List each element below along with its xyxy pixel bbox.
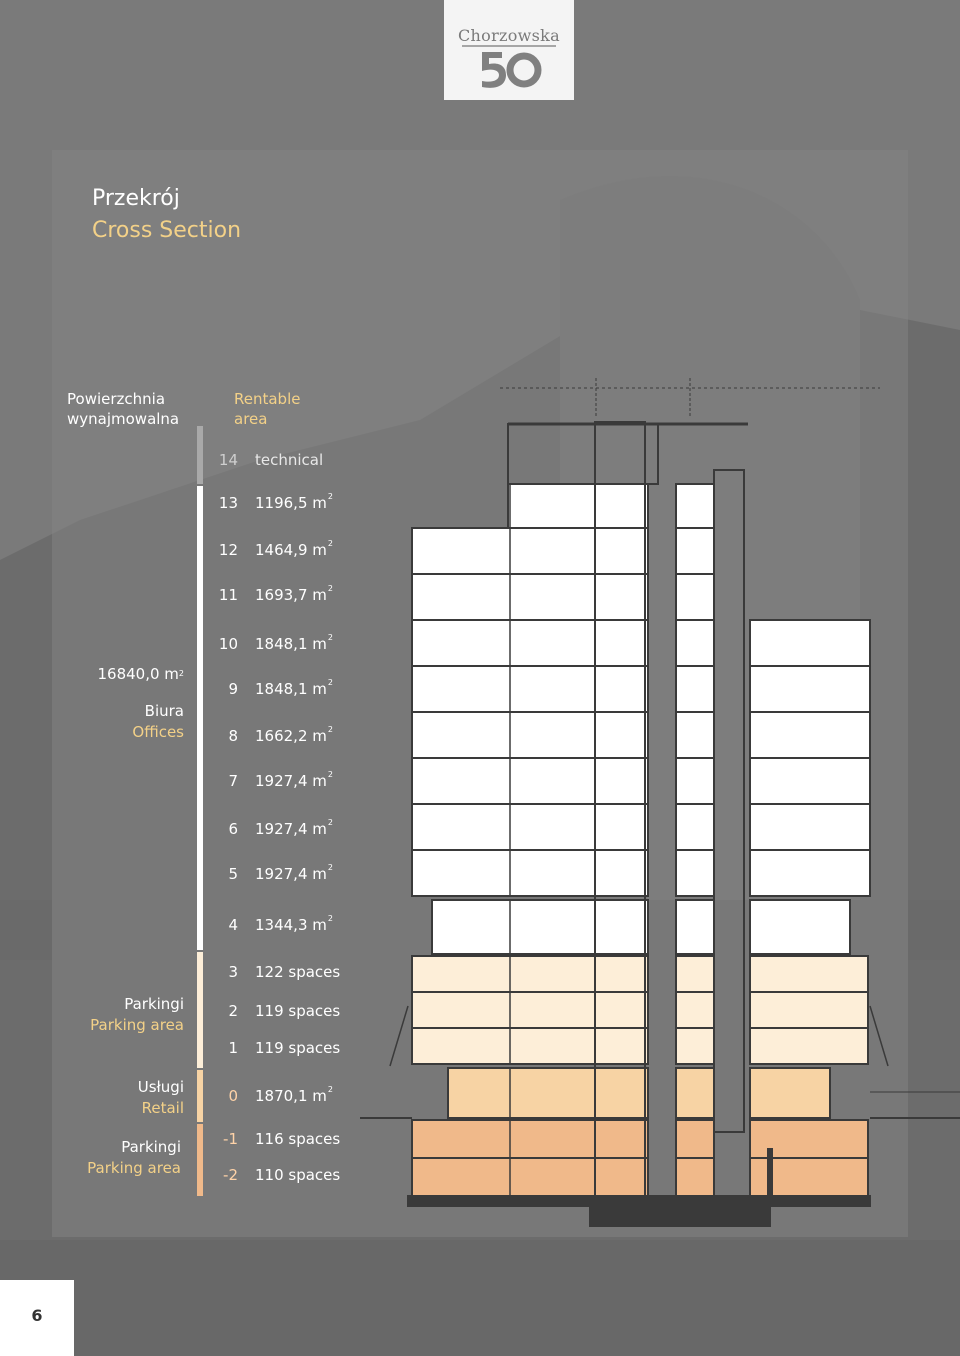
floor-area-value (255, 820, 333, 838)
floor-6-core-room (676, 804, 714, 850)
foundation-pit (590, 1206, 770, 1226)
floor-4-core-room (676, 900, 714, 954)
floor-number: 6 (228, 820, 238, 838)
floor-number: 4 (228, 916, 238, 934)
floor-area-unit: 2 (327, 863, 333, 872)
floor-area-text: 1927,4 m (255, 865, 327, 883)
floor-area-text: 1196,5 m (255, 494, 327, 512)
retail-label-en: Retail (141, 1099, 184, 1117)
offices-label-pl: Biura (144, 702, 184, 720)
floor-2-core-room (676, 992, 714, 1028)
floor-area-value (255, 541, 333, 559)
floor-minus-1-left-wing (412, 1120, 648, 1158)
floor-5-right-wing (750, 850, 870, 896)
floor-2-left-wing (412, 992, 648, 1028)
floor-area-value (255, 451, 324, 469)
header-label-pl (67, 389, 179, 429)
floor-area-text: 1464,9 m (255, 541, 327, 559)
floor-area-text: 1848,1 m (255, 635, 327, 653)
floor-5-left-wing (412, 850, 648, 896)
floor-5-core-room (676, 850, 714, 896)
floor-area-unit: 2 (327, 725, 333, 734)
technical-floor-outline (508, 424, 658, 484)
parking-upper-label-pl: Parkingi (124, 995, 184, 1013)
header-pl-line2: wynajmowalna (67, 410, 180, 428)
floor-0-right-wing (750, 1068, 830, 1118)
floor-area-text: 1927,4 m (255, 772, 327, 790)
floor-1-right-wing (750, 1028, 868, 1064)
floor-number: 2 (228, 1002, 238, 1020)
floor-area-value (255, 680, 333, 698)
floor-3-core-room (676, 956, 714, 992)
offices-total-value: 16840,0 m (97, 665, 179, 683)
floor-area-unit: 2 (327, 770, 333, 779)
legend-bar-parking-lower (197, 1124, 203, 1196)
floor-7-right-wing (750, 758, 870, 804)
floor-number: 0 (228, 1087, 238, 1105)
floor-area-unit: 2 (327, 633, 333, 642)
legend-bar-offices (197, 486, 203, 950)
floor-minus-1-core-room (676, 1120, 714, 1158)
header-en-line1: Rentable (234, 390, 301, 408)
floor-2-right-wing (750, 992, 868, 1028)
floor-number: -2 (223, 1166, 238, 1184)
floor-number: 10 (218, 635, 238, 653)
floor-9-left-wing (412, 666, 648, 712)
offices-total-unit: 2 (178, 669, 184, 678)
cross-section-drawing (360, 376, 960, 1236)
floor-8-left-wing (412, 712, 648, 758)
floor-area-unit: 2 (327, 539, 333, 548)
floor-area-text: 119 spaces (255, 1039, 341, 1057)
floor-area-value (255, 1166, 341, 1184)
floor-area-value (255, 1087, 333, 1105)
floor-area-text: technical (255, 451, 324, 469)
floor-area-text: 122 spaces (255, 963, 341, 981)
floor-number: 1 (228, 1039, 238, 1057)
floor-area-unit: 2 (327, 584, 333, 593)
floor-6-left-wing (412, 804, 648, 850)
floor-number: -1 (223, 1130, 238, 1148)
floor-13-left-wing (508, 484, 648, 528)
offices-label-en: Offices (132, 723, 184, 741)
floor-7-core-room (676, 758, 714, 804)
legend-bar-technical (197, 426, 203, 484)
retail-label-pl: Usługi (137, 1078, 184, 1096)
floor-area-value (255, 1039, 341, 1057)
floor-area-value (255, 963, 341, 981)
header-en-line2: area (234, 410, 268, 428)
floor-number: 8 (228, 727, 238, 745)
floor-number: 11 (218, 586, 238, 604)
parking-lower-label-en: Parking area (87, 1159, 181, 1177)
floor-area-value (255, 1130, 341, 1148)
floor-number: 5 (228, 865, 238, 883)
floor-4-right-wing (750, 900, 850, 954)
floor-area-text: 1693,7 m (255, 586, 327, 604)
floor-minus-2-left-wing (412, 1158, 648, 1196)
floor-number: 13 (218, 494, 238, 512)
floor-area-text: 119 spaces (255, 1002, 341, 1020)
floor-area-text: 1927,4 m (255, 820, 327, 838)
floor-area-unit: 2 (327, 818, 333, 827)
floor-1-left-wing (412, 1028, 648, 1064)
floor-area-value (255, 772, 333, 790)
floor-area-unit: 2 (327, 678, 333, 687)
floor-area-text: 1662,2 m (255, 727, 327, 745)
floor-area-text: 1344,3 m (255, 916, 327, 934)
floor-number: 9 (228, 680, 238, 698)
floor-area-value (255, 1002, 341, 1020)
floor-12-left-wing (412, 528, 648, 574)
floor-12-core-room (676, 528, 714, 574)
floor-0-core-room (676, 1068, 714, 1118)
floor-area-text: 116 spaces (255, 1130, 341, 1148)
logo (444, 0, 574, 100)
floor-number: 7 (228, 772, 238, 790)
floor-area-value (255, 865, 333, 883)
legend-bar-parking-upper (197, 952, 203, 1068)
floor-7-left-wing (412, 758, 648, 804)
floor-area-unit: 2 (327, 492, 333, 501)
floor-area-value (255, 635, 333, 653)
floor-8-right-wing (750, 712, 870, 758)
parking-upper-label-en: Parking area (90, 1016, 184, 1034)
floor-area-unit: 2 (327, 914, 333, 923)
foundation-slab (408, 1196, 870, 1206)
floor-area-text: 1848,1 m (255, 680, 327, 698)
floor-11-core-room (676, 574, 714, 620)
service-core-right (714, 470, 744, 1132)
ramp-brace-left (390, 1006, 408, 1066)
floor-9-right-wing (750, 666, 870, 712)
floor-6-right-wing (750, 804, 870, 850)
page-title-en: Cross Section (92, 218, 242, 243)
header-label-en (234, 389, 300, 429)
parking-lower-label-pl: Parkingi (121, 1138, 181, 1156)
floor-number: 3 (228, 963, 238, 981)
header-pl-line1: Powierzchnia (67, 390, 166, 408)
page-number: 6 (31, 1306, 43, 1325)
logo-name: Chorzowska (457, 26, 561, 45)
floor-3-right-wing (750, 956, 868, 992)
floor-1-core-room (676, 1028, 714, 1064)
floor-minus-2-core-room (676, 1158, 714, 1196)
floor-0-left-wing (448, 1068, 648, 1118)
floor-area-value (255, 916, 333, 934)
floor-8-core-room (676, 712, 714, 758)
floor-area-value (255, 727, 333, 745)
page-title-pl: Przekrój (92, 186, 180, 211)
floor-area-text: 110 spaces (255, 1166, 341, 1184)
floor-area-unit: 2 (327, 1085, 333, 1094)
floor-13-core-room (676, 484, 714, 528)
floor-area-value (255, 494, 333, 512)
floor-area-value (255, 586, 333, 604)
floor-3-left-wing (412, 956, 648, 992)
floor-number: 14 (218, 451, 238, 469)
floor-area-text: 1870,1 m (255, 1087, 327, 1105)
floor-number: 12 (218, 541, 238, 559)
floor-11-left-wing (412, 574, 648, 620)
floor-10-core-room (676, 620, 714, 666)
floor-10-right-wing (750, 620, 870, 666)
floor-10-left-wing (412, 620, 648, 666)
floor-9-core-room (676, 666, 714, 712)
offices-total (60, 664, 184, 684)
ramp-brace-right (870, 1006, 888, 1066)
logo-mark (444, 0, 574, 100)
floor-4-left-wing (432, 900, 648, 954)
legend-bar-retail (197, 1070, 203, 1122)
